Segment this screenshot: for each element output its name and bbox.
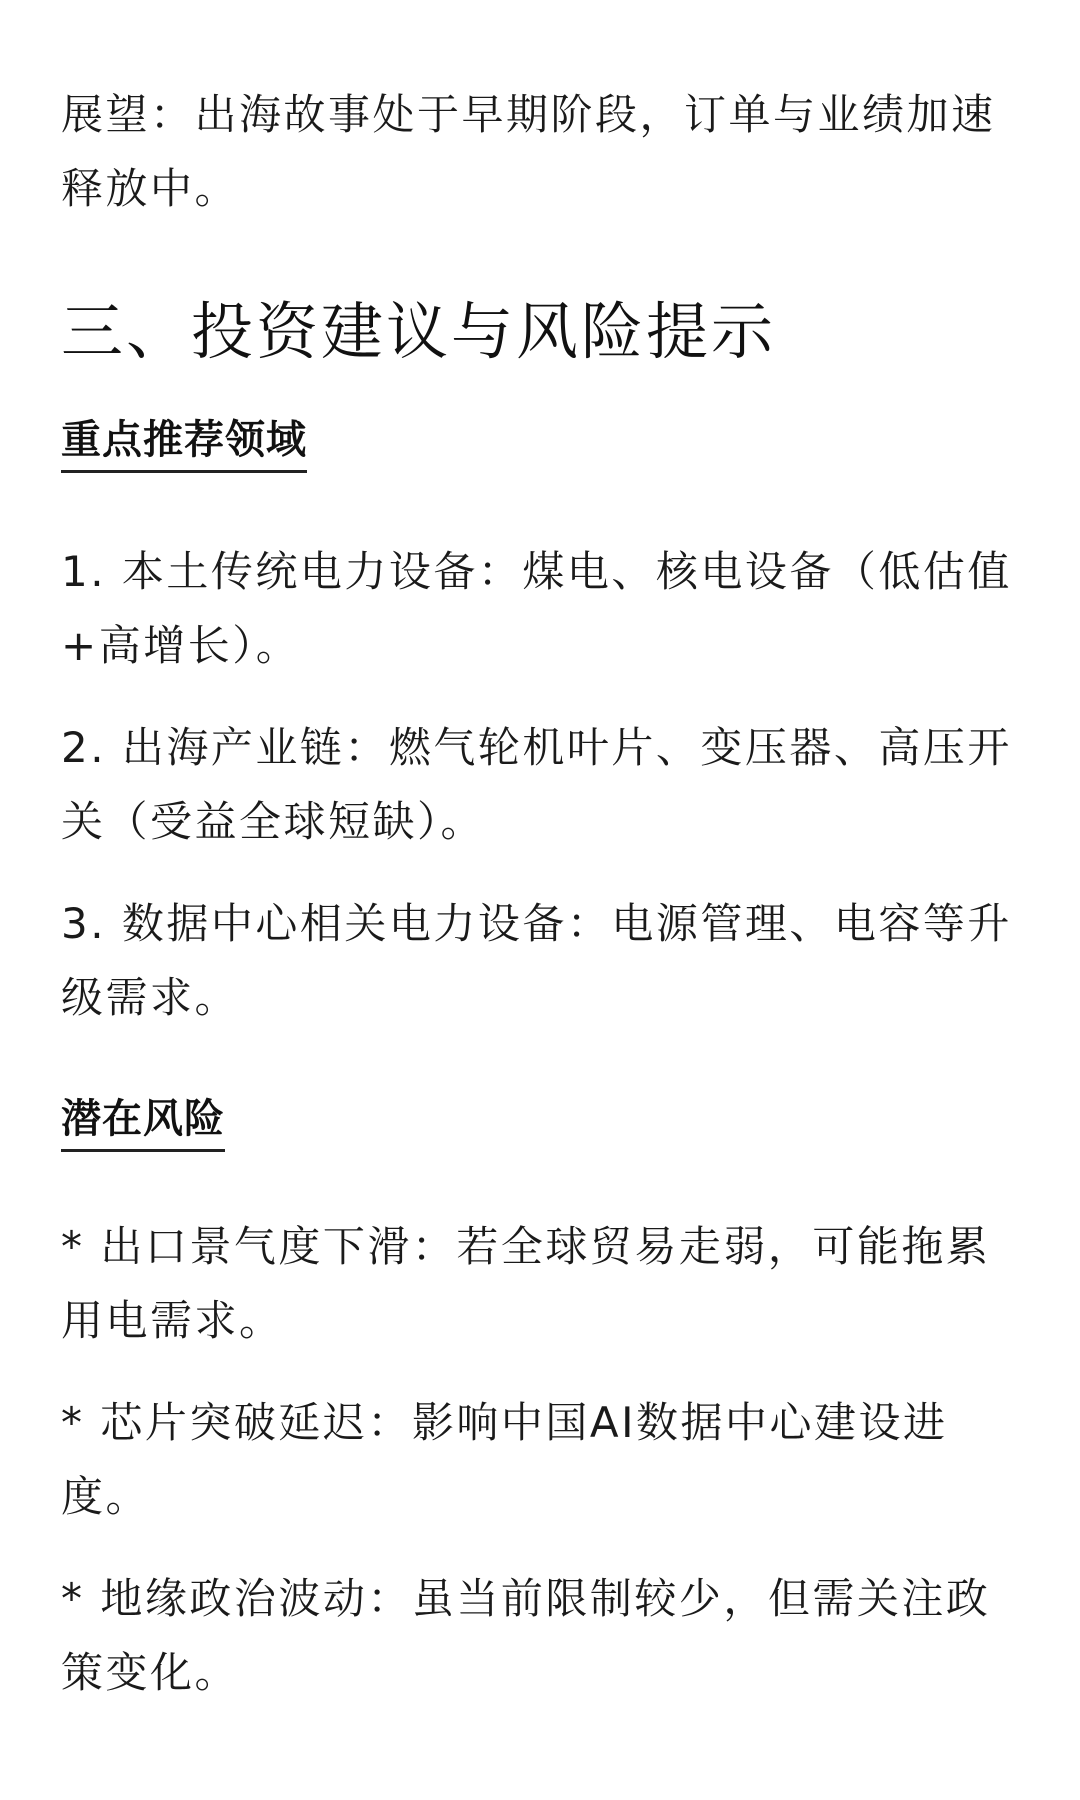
section-title: 三、投资建议与风险提示 xyxy=(61,295,777,368)
outlook-paragraph: 展望：出海故事处于早期阶段，订单与业绩加速释放中。 xyxy=(61,90,996,213)
list-item: 1. 本土传统电力设备：煤电、核电设备（低估值+高增长）。 xyxy=(61,547,1012,670)
risk-list xyxy=(61,1152,1019,1710)
list-item: 2. 出海产业链：燃气轮机叶片、变压器、高压开关（受益全球短缺）。 xyxy=(61,723,1012,846)
list-item: * 出口景气度下滑：若全球贸易走弱，可能拖累用电需求。 xyxy=(61,1222,991,1345)
list-item: 3. 数据中心相关电力设备：电源管理、电容等升级需求。 xyxy=(61,899,1012,1022)
risk-heading: 潜在风险 xyxy=(61,1091,225,1152)
list-item: * 地缘政治波动：虽当前限制较少，但需关注政策变化。 xyxy=(61,1574,991,1697)
risk-heading-wrap xyxy=(61,1035,1019,1152)
recommend-heading-wrap xyxy=(61,372,1019,473)
list-item: * 芯片突破延迟：影响中国AI数据中心建设进度。 xyxy=(61,1398,948,1521)
recommend-heading: 重点推荐领域 xyxy=(61,412,307,473)
recommend-list xyxy=(61,473,1019,1035)
